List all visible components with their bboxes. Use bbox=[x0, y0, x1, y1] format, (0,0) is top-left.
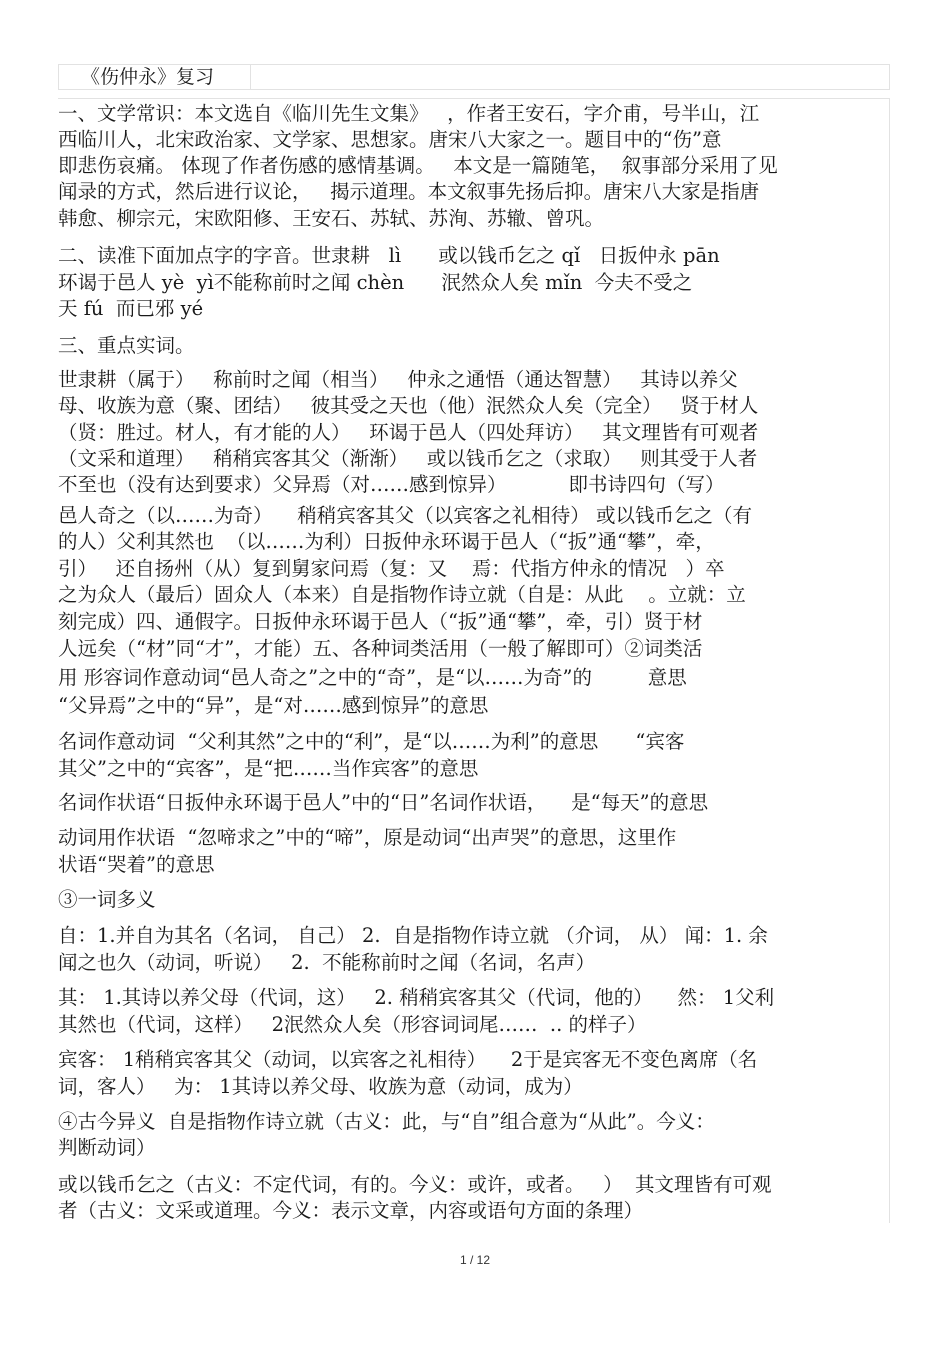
text-line: 名词作状语“日扳仲永环谒于邑人”中的“日”名词作状语， 是“每天”的意思 bbox=[58, 791, 709, 814]
text-line: 人远矣（“材”同“才”，才能）五、各种词类活用（一般了解即可）②词类活 bbox=[58, 637, 703, 660]
text-line: 世隶耕（属于） 称前时之闻（相当） 仲永之通悟（通达智慧） 其诗以养父 bbox=[58, 368, 738, 391]
text-line: 其然也（代词，这样） 2泯然众人矣（形容词词尾…… .. 的样子） bbox=[58, 1013, 647, 1036]
title-cell bbox=[59, 65, 251, 89]
text-line: 词，客人） 为： 1其诗以养父母、收族为意（动词，成为） bbox=[58, 1075, 583, 1098]
text-line: 邑人奇之（以……为奇） 稍稍宾客其父（以宾客之礼相待） 或以钱币乞之（有 bbox=[58, 504, 752, 527]
text-line: 引） 还自扬州（从）复到舅家问焉（复：又 焉：代指方仲永的情况 ）卒 bbox=[58, 557, 725, 580]
text-line: 判断动词） bbox=[58, 1136, 156, 1159]
text-line: 不至也（没有达到要求）父异焉（对……感到惊异） 即书诗四句（写） bbox=[58, 473, 725, 496]
text-line: 状语“哭着”的意思 bbox=[58, 853, 215, 876]
text-line: 韩愈、柳宗元，宋欧阳修、王安石、苏轼、苏洵、苏辙、曾巩。 bbox=[58, 207, 605, 230]
text-line: 动词用作状语 “忽啼求之”中的“啼”，原是动词“出声哭”的意思，这里作 bbox=[58, 826, 677, 849]
text-line: 母、收族为意（聚、团结） 彼其受之天也（他）泯然众人矣（完全） 贤于材人 bbox=[58, 394, 759, 417]
text-line: 或以钱币乞之（古义：不定代词，有的。今义：或许，或者。 ） 其文理皆有可观 bbox=[58, 1173, 772, 1196]
text-line: 自：1.并自为其名（名词， 自己） 2. 自是指物作诗立就 （介词， 从） 闻：1. 余 bbox=[58, 924, 768, 947]
text-line: 的人）父利其然也 （以……为利）日扳仲永环谒于邑人（“扳”通“攀”，牵， bbox=[58, 530, 715, 553]
page-number: 1 / 12 bbox=[459, 1253, 491, 1267]
text-line: 宾客： 1稍稍宾客其父（动词，以宾客之礼相待） 2于是宾客无不变色离席（名 bbox=[58, 1048, 758, 1071]
text-line: 环谒于邑人 yè yì不能称前时之闻 chèn 泯然众人矣 mǐn 今夫不受之 bbox=[58, 271, 693, 294]
text-line: （文采和道理） 稍稍宾客其父（渐渐） 或以钱币乞之（求取） 则其受于人者 bbox=[58, 447, 758, 470]
text-line: 者（古义：文采或道理。今义：表示文章，内容或语句方面的条理） bbox=[58, 1199, 644, 1222]
text-line: 二、读准下面加点字的字音。世隶耕 lì 或以钱币乞之 qǐ 日扳仲永 pān bbox=[58, 244, 720, 267]
text-line: 即悲伤哀痛。 体现了作者伤感的感情基调。 本文是一篇随笔， 叙事部分采用了见 bbox=[58, 154, 778, 177]
text-line: 其： 1.其诗以养父母（代词，这） 2. 稍稍宾客其父（代词，他的） 然： 1父利 bbox=[58, 986, 775, 1009]
text-line: 闻录的方式，然后进行议论， 揭示道理。本文叙事先扬后抑。唐宋八大家是指唐 bbox=[58, 180, 760, 203]
text-line: 闻之也久（动词，听说） 2. 不能称前时之闻（名词，名声） bbox=[58, 951, 596, 974]
text-line: 名词作意动词 “父利其然”之中的“利”，是“以……为利”的意思 “宾客 bbox=[58, 730, 685, 753]
text-line: 一、文学常识：本文选自《临川先生文集》 ，作者王安石，字介甫，号半山，江 bbox=[58, 102, 760, 125]
text-line: 天 fú 而已邪 yé bbox=[58, 297, 204, 320]
text-line: 之为众人（最后）固众人（本来）自是指物作诗立就（自是：从此 。立就：立 bbox=[58, 583, 746, 606]
page-title: 《伤仲永》复习 bbox=[81, 66, 215, 88]
text-line: （贤：胜过。材人，有才能的人） 环谒于邑人（四处拜访） 其文理皆有可观者 bbox=[58, 421, 759, 444]
text-line: ④古今异义 自是指物作诗立就（古义：此，与“自”组合意为“从此”。今义： bbox=[58, 1110, 715, 1133]
text-line: 其父”之中的“宾客”，是“把……当作宾客”的意思 bbox=[58, 757, 479, 780]
text-line: 西临川人，北宋政治家、文学家、思想家。唐宋八大家之一。题目中的“伤”意 bbox=[58, 128, 722, 151]
text-line: ③一词多义 bbox=[58, 888, 156, 911]
text-line: 用 形容词作意动词“邑人奇之”之中的“奇”，是“以……为奇”的 意思 bbox=[58, 666, 687, 689]
text-line: 刻完成）四、通假字。日扳仲永环谒于邑人（“扳”通“攀”，牵，引）贤于材 bbox=[58, 610, 703, 633]
text-line: “父异焉”之中的“异”，是“对……感到惊异”的意思 bbox=[58, 694, 489, 717]
text-line: 三、重点实词。 bbox=[58, 334, 195, 357]
title-box bbox=[58, 64, 890, 90]
